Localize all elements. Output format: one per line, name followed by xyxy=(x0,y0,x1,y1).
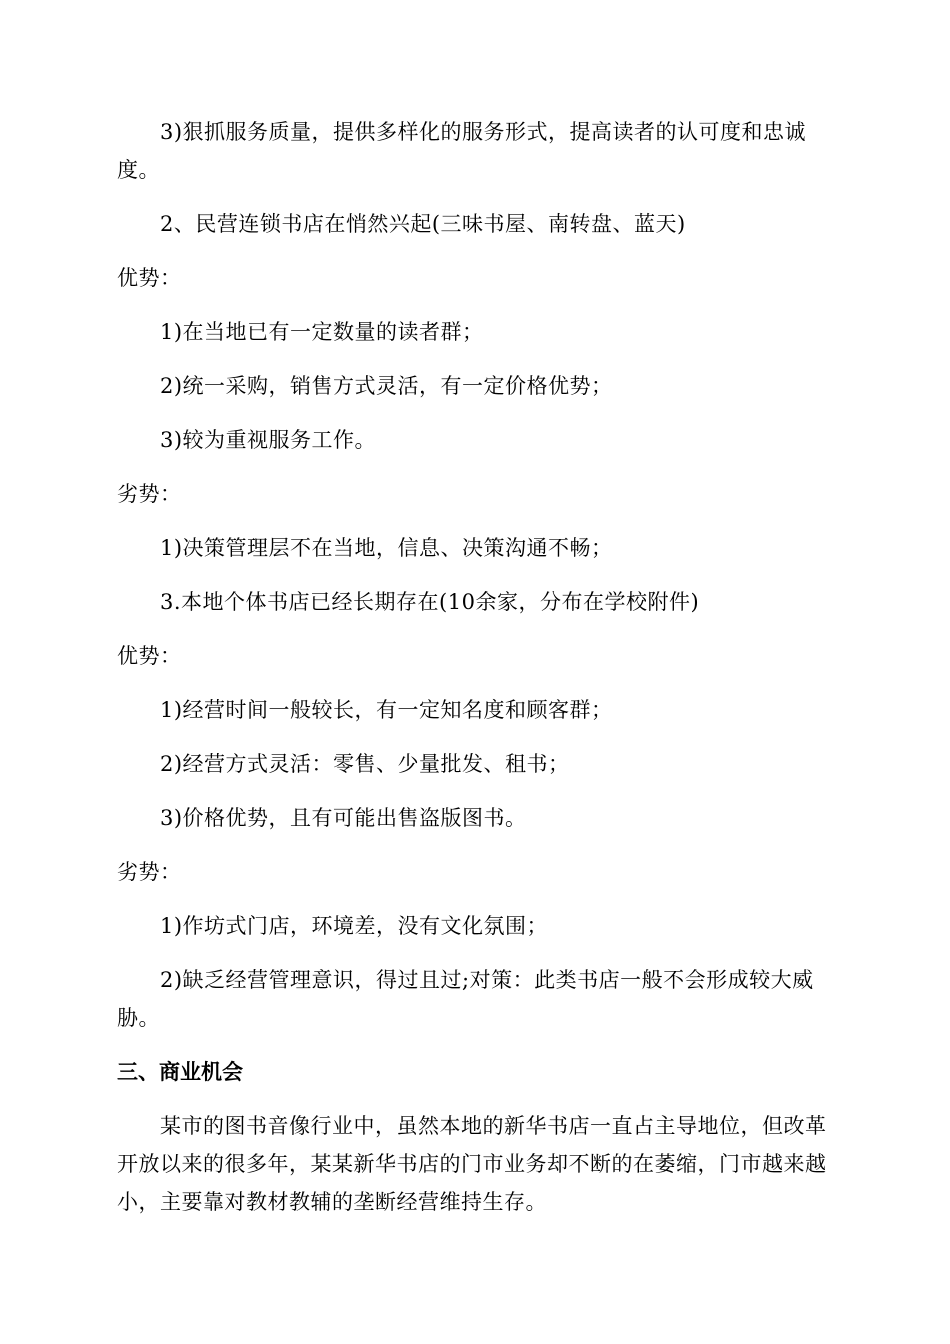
list-item: 3)较为重视服务工作。 xyxy=(160,428,377,452)
paragraph-business-opportunity: 某市的图书音像行业中，虽然本地的新华书店一直占主导地位，但改革开放以来的很多年，某某新华书店的门市业务却不断的在萎缩，门市越来越小，主要靠对教材教辅的垄断经营维持生存。 xyxy=(117,1114,827,1214)
paragraph-local-independent-stores: 3.本地个体书店已经长期存在(10余家，分布在学校附件) xyxy=(160,590,700,614)
list-item: 1)决策管理层不在当地，信息、决策沟通不畅； xyxy=(160,536,613,560)
list-item: 1)经营时间一般较长，有一定知名度和顾客群； xyxy=(160,698,613,722)
paragraph-service-quality: 3)狠抓服务质量，提供多样化的服务形式，提高读者的认可度和忠诚度。 xyxy=(117,120,807,182)
list-item: 1)在当地已有一定数量的读者群； xyxy=(160,320,484,344)
list-item: 3)价格优势，且有可能出售盗版图书。 xyxy=(160,806,527,830)
list-item: 2)经营方式灵活：零售、少量批发、租书； xyxy=(160,752,570,776)
list-item: 2)统一采购，销售方式灵活，有一定价格优势； xyxy=(160,374,613,398)
section-heading: 三、商业机会 xyxy=(117,1060,243,1084)
label-strengths: 优势： xyxy=(117,266,182,290)
list-item: 1)作坊式门店，环境差，没有文化氛围； xyxy=(160,914,549,938)
paragraph-private-chain-stores: 2、民营连锁书店在悄然兴起(三味书屋、南转盘、蓝天) xyxy=(160,212,686,236)
label-strengths: 优势： xyxy=(117,644,182,668)
document-body xyxy=(117,113,833,1237)
list-item: 2)缺乏经营管理意识，得过且过;对策：此类书店一般不会形成较大威胁。 xyxy=(117,968,814,1030)
label-weaknesses: 劣势： xyxy=(117,860,182,884)
label-weaknesses: 劣势： xyxy=(117,482,182,506)
